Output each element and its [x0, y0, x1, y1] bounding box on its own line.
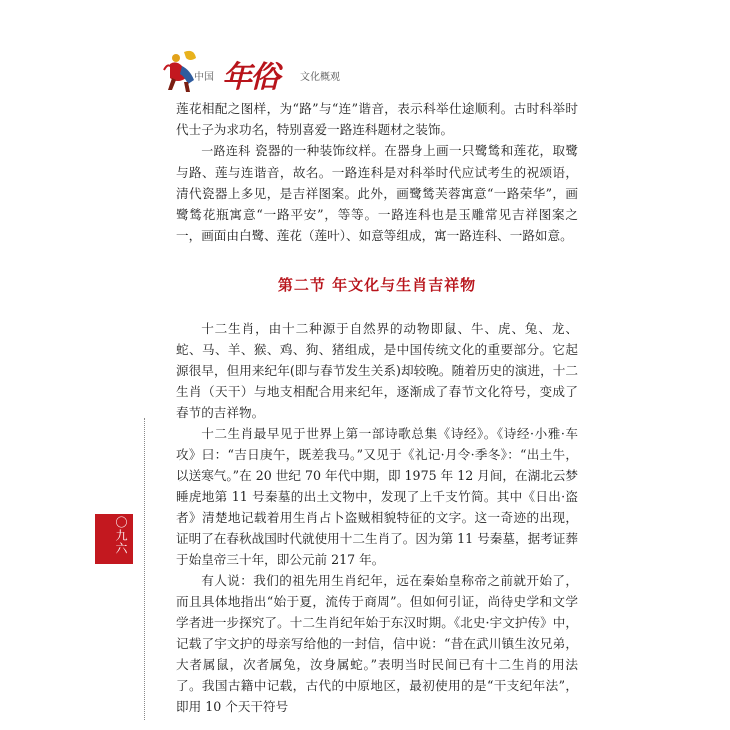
- header-country: 中国: [194, 72, 214, 83]
- margin-dotted-rule: [144, 418, 145, 720]
- entry-paragraph: [176, 140, 578, 246]
- paragraph: 十二生肖，由十二种源于自然界的动物即鼠、牛、虎、兔、龙、蛇、马、羊、猴、鸡、狗、猪组成，是中国传统文化的重要部分。它起源很早，但用来纪年(即与春节发生关系)却较晚。随着历史的演进，十二生肖（天干）与地支相配合用来纪年，逐渐成了春节文化符号，变成了春节的吉祥物。: [176, 321, 578, 420]
- section-title: 第二节 年文化与生肖吉祥物: [277, 276, 477, 294]
- main-text-block: [176, 318, 578, 717]
- top-text-block: [176, 98, 578, 246]
- paragraph: 十二生肖最早见于世界上第一部诗歌总集《诗经》。《诗经·小雅·车攻》曰：“吉日庚午，既差我马。”又见于《礼记·月令·季冬》：“出土牛，以送寒气。”在 20 世纪 70 年代中期，即 1975 年 12 月间，在湖北云梦睡虎地第 11 号秦墓的出土文物中，发现了上千支竹简。其中《日出·盗者》清楚地记载着用生肖占卜盗贼相貌特征的文字。这一奇迹的出现，证明了在春秋战国时代就使用十二生肖了。因为第 11 号秦墓，据考证葬于始皇帝三十年，即公元前 217 年。: [176, 426, 578, 567]
- header-subtitle: 文化概观: [300, 72, 340, 83]
- entry-term: 一路连科: [201, 144, 251, 158]
- paragraph: 莲花相配之图样，为“路”与“连”谐音，表示科举仕途顺利。古时科举时代士子为求功名，特别喜爱一路连科题材之装饰。: [176, 101, 578, 137]
- entry-body: 瓷器的一种装饰纹样。在器身上画一只鹭鸶和莲花，取鹭与路、莲与连谐音，故名。一路连科是对科举时代应试考生的祝颂语，清代瓷器上多见，是吉祥图案。此外，画鹭鸶芙蓉寓意“一路荣华”，画鹭鸶花瓶寓意“一路平安”，等等。一路连科也是玉雕常见吉祥图案之一，画面由白鹭、莲花（莲叶）、如意等组成，寓一路连科、一路如意。: [176, 143, 578, 243]
- header-big-title: 年俗: [222, 60, 278, 95]
- running-header: [160, 44, 360, 96]
- paragraph: 有人说：我们的祖先用生肖纪年，远在秦始皇称帝之前就开始了，而且具体地指出“始于夏，流传于商周”。但如何引证，尚待史学和文学学者进一步探究了。十二生肖纪年始于东汉时期。《北史·宇文护传》中，记载了宇文护的母亲写给他的一封信，信中说：“昔在武川镇生汝兄弟，大者属鼠，次者属兔，汝身属蛇。”表明当时民间已有十二生肖的用法了。我国古籍中记载，古代的中原地区，最初使用的是“干支纪年法”，即用 10 个天干符号: [176, 573, 578, 714]
- page-number: 〇九六: [114, 516, 128, 555]
